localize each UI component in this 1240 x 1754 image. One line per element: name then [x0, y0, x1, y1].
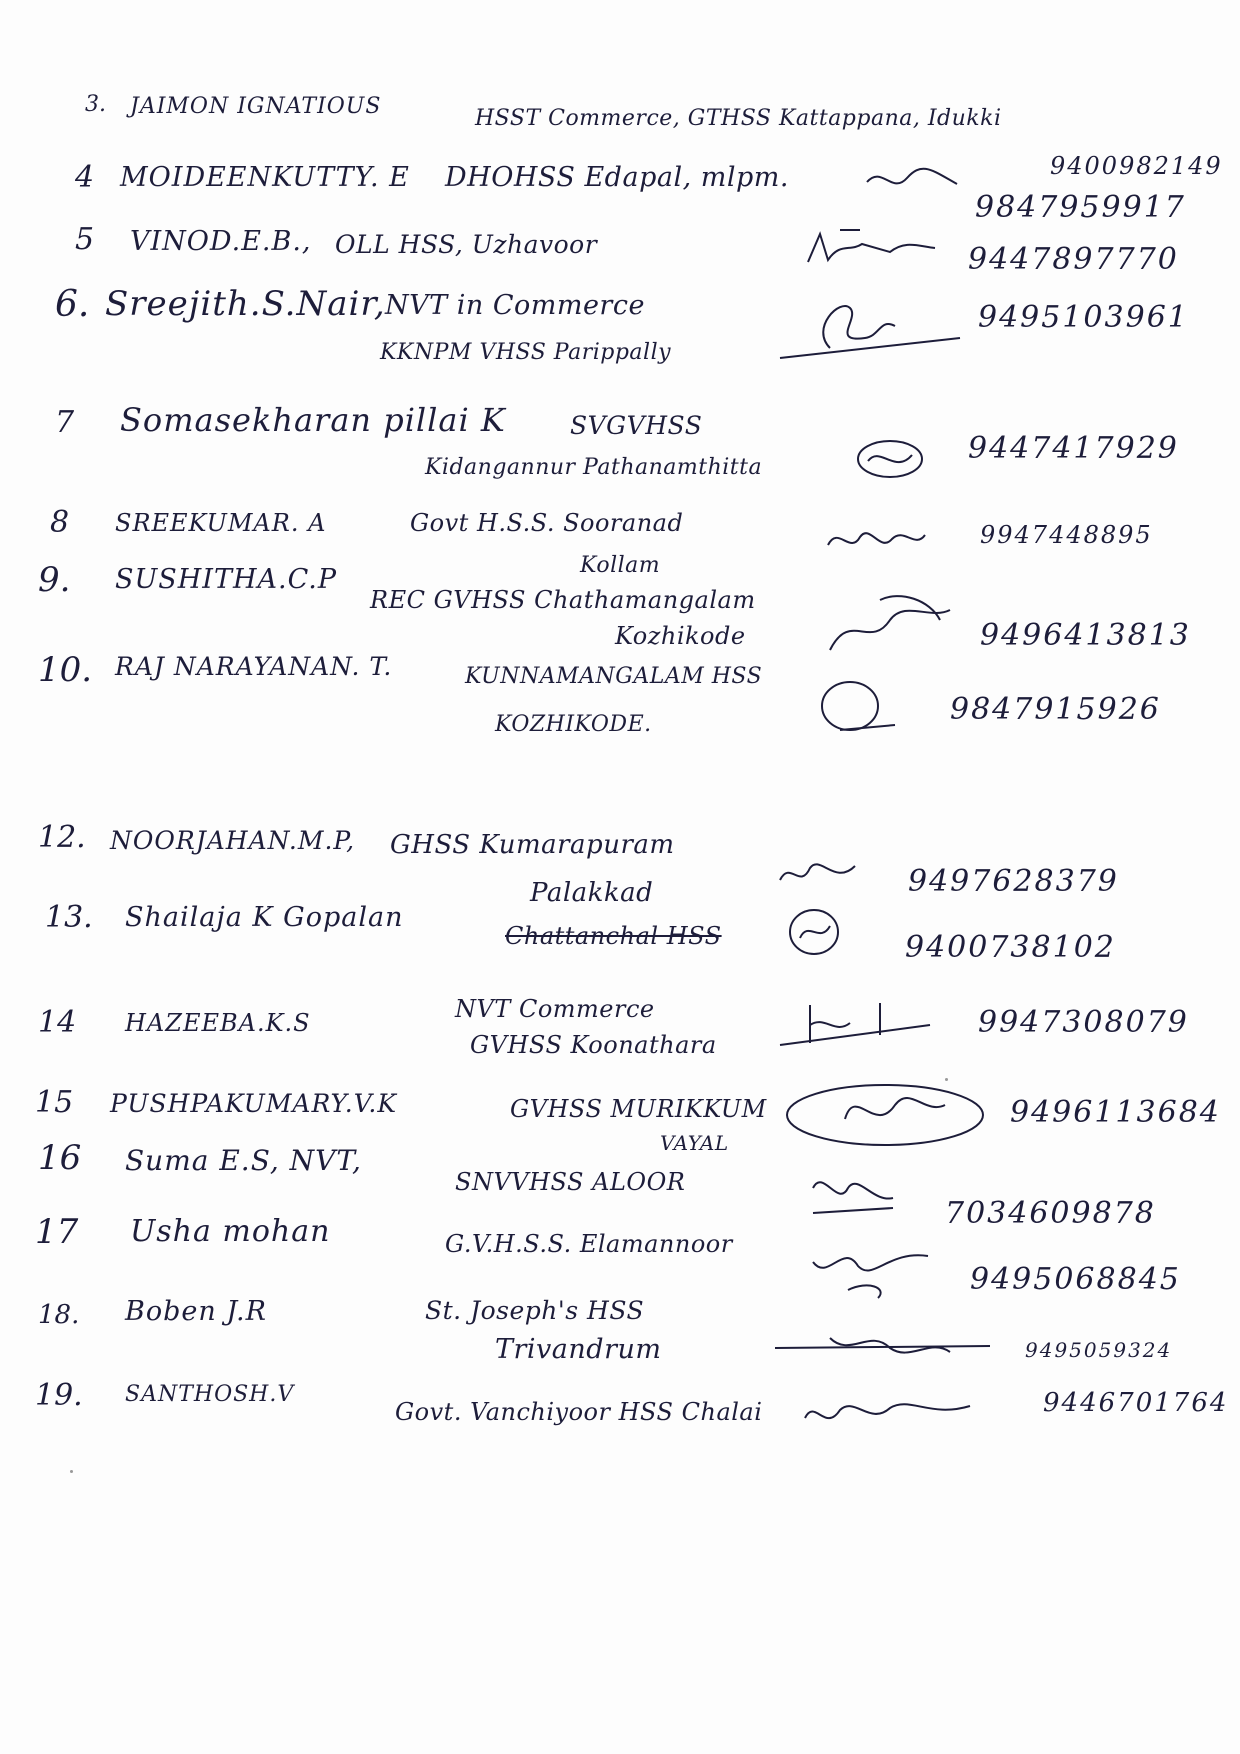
entry-number: 9.	[38, 560, 71, 600]
signature-mark	[820, 515, 930, 565]
entry-number: 16	[38, 1138, 82, 1178]
entry-institution: GVHSS MURIKKUM	[510, 1095, 767, 1123]
signature-mark	[775, 850, 865, 900]
entry-phone: 9447897770	[968, 242, 1179, 277]
signature-mark	[820, 590, 960, 660]
entry-number: 12.	[38, 820, 86, 855]
entry-institution: HSST Commerce, GTHSS Kattappana, Idukki	[475, 106, 1002, 131]
entry-institution: OLL HSS, Uzhavoor	[335, 230, 598, 259]
entry-name: Usha mohan	[130, 1214, 331, 1249]
entry-institution: G.V.H.S.S. Elamannoor	[445, 1230, 733, 1258]
entry-phone: 9496413813	[980, 618, 1191, 653]
entry-institution: NVT in Commerce	[385, 290, 645, 321]
signature-mark	[800, 222, 940, 272]
entry-phone: 9495059324	[1025, 1338, 1173, 1362]
entry-institution: SVGVHSS	[570, 411, 703, 440]
entry-location: GVHSS Koonathara	[470, 1031, 717, 1059]
entry-phone: 9847959917	[975, 190, 1186, 225]
entry-phone: 9847915926	[950, 692, 1161, 727]
signature-mark	[770, 995, 950, 1055]
entry-institution: Govt H.S.S. Sooranad	[410, 509, 684, 537]
entry-number: 17	[35, 1212, 79, 1252]
entry-phone: 9495068845	[970, 1262, 1181, 1297]
signature-mark	[785, 1075, 1005, 1155]
entry-number: 13.	[45, 900, 93, 935]
entry-name: RAJ NARAYANAN. T.	[115, 652, 393, 681]
entry-number: 5	[75, 222, 95, 257]
entry-name: Sreejith.S.Nair,	[105, 284, 386, 324]
signature-mark	[770, 1328, 1000, 1368]
signature-mark	[800, 1388, 980, 1438]
entry-name: Shailaja K Gopalan	[125, 902, 404, 933]
entry-phone: 9497628379	[908, 864, 1119, 899]
entry-name: Suma E.S, NVT,	[125, 1144, 362, 1177]
entry-location: Kidangannur Pathanamthitta	[425, 455, 763, 480]
entry-number: 15	[35, 1085, 74, 1120]
entry-number: 14	[38, 1005, 77, 1040]
entry-phone: 7034609878	[945, 1196, 1156, 1231]
entry-phone: 9400982149	[1050, 152, 1223, 180]
entry-location: VAYAL	[660, 1131, 729, 1155]
entry-name: PUSHPAKUMARY.V.K	[110, 1089, 398, 1118]
entry-number: 19.	[35, 1378, 83, 1413]
entry-number: 10.	[38, 650, 93, 690]
signature-mark	[850, 435, 940, 485]
entry-phone: 9446701764	[1043, 1388, 1229, 1418]
entry-name: MOIDEENKUTTY. E	[120, 162, 410, 193]
entry-number: 8	[50, 505, 70, 540]
entry-institution: KUNNAMANGALAM HSS	[465, 664, 763, 689]
entry-name: JAIMON IGNATIOUS	[130, 94, 382, 119]
scan-speck	[70, 1470, 73, 1473]
signature-mark	[808, 1168, 898, 1218]
entry-institution: NVT Commerce	[455, 995, 655, 1023]
entry-phone: 9947308079	[978, 1005, 1189, 1040]
entry-name: SANTHOSH.V	[125, 1382, 295, 1407]
entry-phone: 9947448895	[980, 521, 1153, 549]
signature-mark	[862, 160, 962, 200]
entry-location: Trivandrum	[495, 1334, 662, 1365]
entry-number: 4	[75, 160, 95, 195]
entry-number: 6.	[55, 284, 90, 325]
signature-mark	[770, 288, 970, 368]
entry-name: Somasekharan pillai K	[120, 401, 506, 439]
entry-phone: 9400738102	[905, 930, 1116, 965]
entry-phone: 9496113684	[1010, 1095, 1221, 1130]
entry-institution: DHOHSS Edapal, mlpm.	[445, 162, 789, 193]
entry-name: NOORJAHAN.M.P,	[110, 826, 356, 855]
entry-institution: SNVVHSS ALOOR	[455, 1168, 686, 1196]
entry-name: Boben J.R	[125, 1296, 267, 1327]
entry-location: KOZHIKODE.	[495, 712, 652, 737]
signature-mark	[810, 670, 910, 740]
entry-name: HAZEEBA.K.S	[125, 1009, 311, 1037]
entry-number: 18.	[38, 1300, 80, 1330]
entry-institution: St. Joseph's HSS	[425, 1296, 645, 1325]
entry-location: Palakkad	[530, 878, 654, 908]
scan-speck	[945, 1078, 948, 1081]
entry-number: 3.	[85, 92, 106, 117]
entry-name: VINOD.E.B.,	[130, 226, 312, 257]
entry-phone: 9495103961	[978, 300, 1189, 335]
entry-location: Kollam	[580, 553, 661, 578]
entry-location: KKNPM VHSS Parippally	[380, 340, 672, 365]
signature-mark	[808, 1242, 938, 1302]
entry-institution: Govt. Vanchiyoor HSS Chalai	[395, 1398, 763, 1426]
entry-institution: Chattanchal HSS	[505, 922, 722, 950]
entry-institution: REC GVHSS Chathamangalam	[370, 586, 756, 614]
entry-location: Kozhikode	[615, 622, 746, 650]
signature-mark	[780, 900, 850, 960]
entry-name: SREEKUMAR. A	[115, 509, 327, 537]
entry-number: 7	[55, 405, 75, 440]
entry-institution: GHSS Kumarapuram	[390, 830, 675, 860]
entry-name: SUSHITHA.C.P	[115, 564, 338, 595]
entry-phone: 9447417929	[968, 431, 1179, 466]
